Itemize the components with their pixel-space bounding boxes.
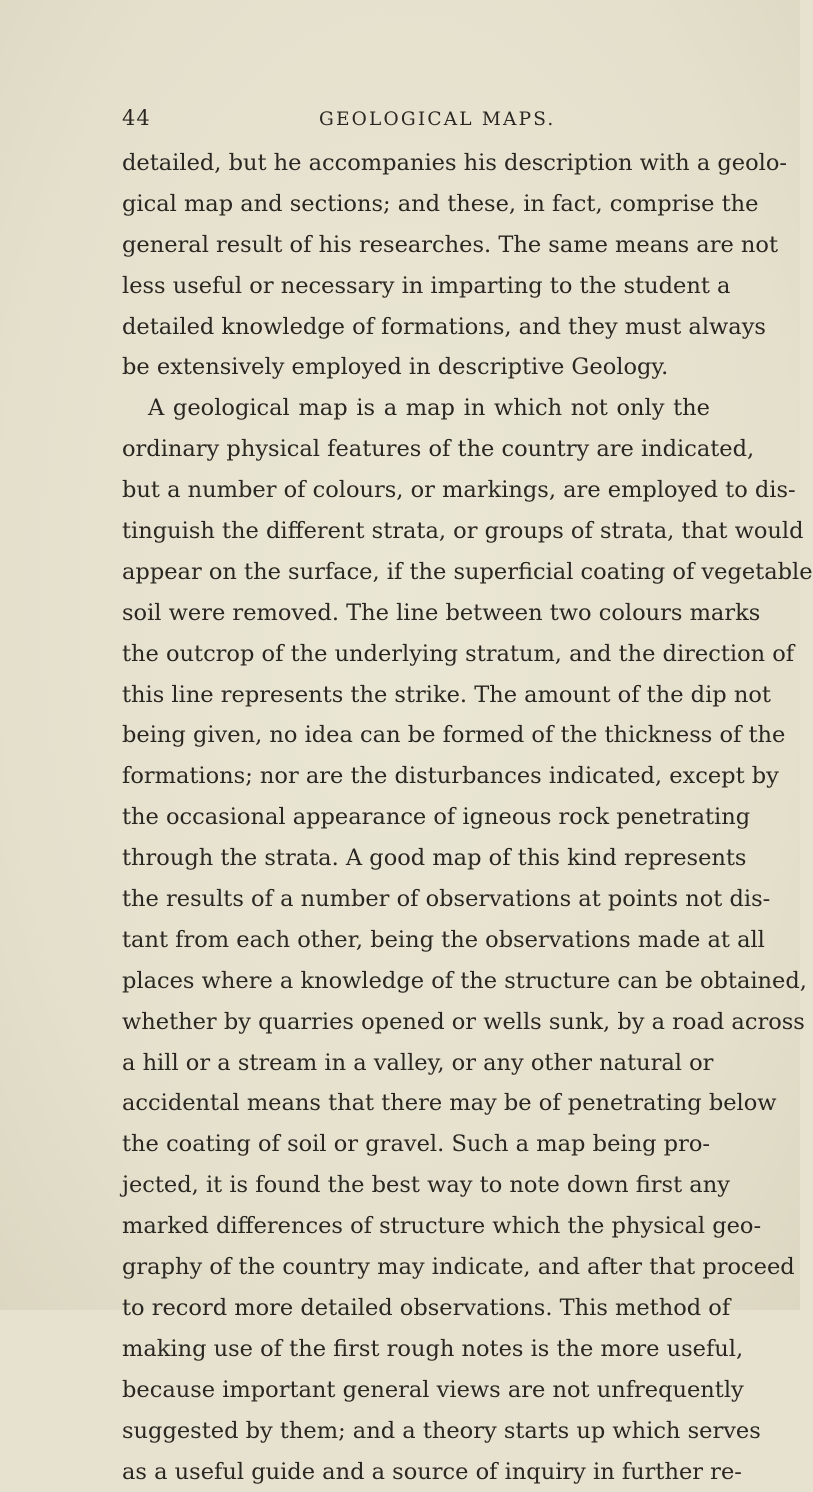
text-line: the outcrop of the underlying stratum, and the direction of	[122, 634, 710, 675]
text-line: jected, it is found the best way to note down first any	[122, 1165, 710, 1206]
page-number: 44	[122, 106, 151, 130]
text-line: being given, no idea can be formed of the thickness of the	[122, 715, 710, 756]
text-line: less useful or necessary in imparting to the student a	[122, 266, 710, 307]
text-line: soil were removed. The line between two colours marks	[122, 593, 710, 634]
text-line: detailed knowledge of formations, and they must always	[122, 307, 710, 348]
text-line: but a number of colours, or markings, are employed to dis-	[122, 470, 710, 511]
paragraph-start-line: A geological map is a map in which not only the	[122, 388, 710, 429]
text-line: tinguish the different strata, or groups of strata, that would	[122, 511, 710, 552]
text-line: be extensively employed in descriptive Geology.	[122, 347, 710, 388]
body-text	[122, 143, 710, 1492]
text-line: accidental means that there may be of penetrating below	[122, 1083, 710, 1124]
text-line: a hill or a stream in a valley, or any other natural or	[122, 1043, 710, 1084]
text-line: this line represents the strike. The amount of the dip not	[122, 675, 710, 716]
page-header	[0, 106, 800, 136]
text-line: detailed, but he accompanies his description with a geolo-	[122, 143, 710, 184]
text-line: general result of his researches. The same means are not	[122, 225, 710, 266]
text-line: because important general views are not unfrequently	[122, 1370, 710, 1411]
text-line: ordinary physical features of the country are indicated,	[122, 429, 710, 470]
text-line: as a useful guide and a source of inquiry in further re-	[122, 1452, 710, 1492]
text-line: to record more detailed observations. This method of	[122, 1288, 710, 1329]
text-line: through the strata. A good map of this kind represents	[122, 838, 710, 879]
text-line: the coating of soil or gravel. Such a map being pro-	[122, 1124, 710, 1165]
text-line: formations; nor are the disturbances indicated, except by	[122, 756, 710, 797]
text-line: suggested by them; and a theory starts up which serves	[122, 1411, 710, 1452]
text-line: gical map and sections; and these, in fact, comprise the	[122, 184, 710, 225]
text-line: the results of a number of observations at points not dis-	[122, 879, 710, 920]
text-line: graphy of the country may indicate, and after that proceed	[122, 1247, 710, 1288]
text-line: marked differences of structure which the physical geo-	[122, 1206, 710, 1247]
text-line: tant from each other, being the observations made at all	[122, 920, 710, 961]
text-line: places where a knowledge of the structure can be obtained,	[122, 961, 710, 1002]
running-head: GEOLOGICAL MAPS.	[319, 109, 556, 130]
text-line: whether by quarries opened or wells sunk, by a road across	[122, 1002, 710, 1043]
text-line: appear on the surface, if the superficial coating of vegetable	[122, 552, 710, 593]
text-line: making use of the first rough notes is the more useful,	[122, 1329, 710, 1370]
text-line: the occasional appearance of igneous rock penetrating	[122, 797, 710, 838]
